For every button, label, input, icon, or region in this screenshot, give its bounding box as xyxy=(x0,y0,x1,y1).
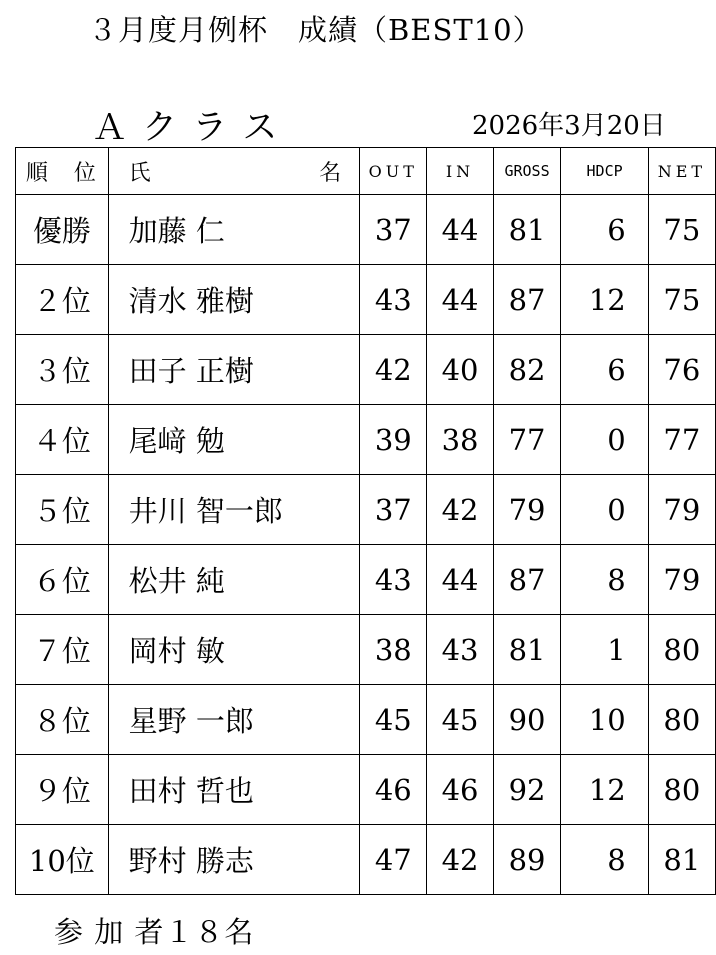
net-cell: 80 xyxy=(648,615,715,685)
hdcp-cell: 10 xyxy=(561,685,648,755)
in-cell: 46 xyxy=(427,755,493,825)
in-cell: 45 xyxy=(427,685,493,755)
header-out: OUT xyxy=(360,148,427,195)
header-net: NET xyxy=(648,148,715,195)
net-cell: 79 xyxy=(648,475,715,545)
class-label: Ａ ク ラ ス xyxy=(92,108,280,148)
net-cell: 76 xyxy=(648,335,715,405)
in-cell: 44 xyxy=(427,265,493,335)
table-row xyxy=(16,755,716,825)
rank-cell: ９位 xyxy=(16,755,109,825)
hdcp-cell: 8 xyxy=(561,825,648,895)
out-cell: 37 xyxy=(360,475,427,545)
out-cell: 38 xyxy=(360,615,427,685)
name-cell: 田子 正樹 xyxy=(108,335,359,405)
participant-count: 参 加 者１８名 xyxy=(54,915,255,949)
name-cell: 岡村 敏 xyxy=(108,615,359,685)
net-cell: 80 xyxy=(648,685,715,755)
out-cell: 43 xyxy=(360,545,427,615)
name-cell: 井川 智一郎 xyxy=(108,475,359,545)
table-row xyxy=(16,545,716,615)
header-rank: 順 位 xyxy=(16,148,109,195)
header-hdcp: HDCP xyxy=(561,148,648,195)
hdcp-cell: 0 xyxy=(561,475,648,545)
rank-cell: ７位 xyxy=(16,615,109,685)
hdcp-cell: 0 xyxy=(561,405,648,475)
table-row xyxy=(16,685,716,755)
gross-cell: 81 xyxy=(493,195,561,265)
in-cell: 42 xyxy=(427,825,493,895)
header-gross: GROSS xyxy=(493,148,561,195)
hdcp-cell: 12 xyxy=(561,755,648,825)
header-name xyxy=(108,148,359,195)
gross-cell: 77 xyxy=(493,405,561,475)
net-cell: 79 xyxy=(648,545,715,615)
table-row xyxy=(16,615,716,685)
name-cell: 野村 勝志 xyxy=(108,825,359,895)
out-cell: 42 xyxy=(360,335,427,405)
table-row xyxy=(16,475,716,545)
net-cell: 80 xyxy=(648,755,715,825)
net-cell: 77 xyxy=(648,405,715,475)
name-cell: 加藤 仁 xyxy=(108,195,359,265)
rank-cell: ４位 xyxy=(16,405,109,475)
name-cell: 尾﨑 勉 xyxy=(108,405,359,475)
header-name-second: 名 xyxy=(319,161,342,186)
event-date: 2026年3月20日 xyxy=(472,111,666,141)
rank-cell: ２位 xyxy=(16,265,109,335)
in-cell: 43 xyxy=(427,615,493,685)
in-cell: 44 xyxy=(427,195,493,265)
out-cell: 39 xyxy=(360,405,427,475)
net-cell: 75 xyxy=(648,265,715,335)
name-cell: 清水 雅樹 xyxy=(108,265,359,335)
table-row xyxy=(16,335,716,405)
hdcp-cell: 8 xyxy=(561,545,648,615)
gross-cell: 87 xyxy=(493,265,561,335)
net-cell: 75 xyxy=(648,195,715,265)
hdcp-cell: 6 xyxy=(561,335,648,405)
rank-cell: ３位 xyxy=(16,335,109,405)
gross-cell: 90 xyxy=(493,685,561,755)
name-cell: 星野 一郎 xyxy=(108,685,359,755)
page-title: ３月度月例杯 成績（BEST10） xyxy=(88,13,543,47)
gross-cell: 82 xyxy=(493,335,561,405)
table-row xyxy=(16,195,716,265)
header-name-first: 氏 xyxy=(128,160,151,186)
gross-cell: 81 xyxy=(493,615,561,685)
hdcp-cell: 12 xyxy=(561,265,648,335)
in-cell: 40 xyxy=(427,335,493,405)
table-row xyxy=(16,265,716,335)
header-row xyxy=(16,148,716,195)
rank-cell: 10位 xyxy=(16,825,109,895)
gross-cell: 87 xyxy=(493,545,561,615)
table-row xyxy=(16,405,716,475)
rank-cell: ８位 xyxy=(16,685,109,755)
gross-cell: 79 xyxy=(493,475,561,545)
gross-cell: 92 xyxy=(493,755,561,825)
rank-cell: ５位 xyxy=(16,475,109,545)
out-cell: 46 xyxy=(360,755,427,825)
name-cell: 田村 哲也 xyxy=(108,755,359,825)
out-cell: 45 xyxy=(360,685,427,755)
header-in: IN xyxy=(427,148,493,195)
in-cell: 44 xyxy=(427,545,493,615)
name-cell: 松井 純 xyxy=(108,545,359,615)
out-cell: 37 xyxy=(360,195,427,265)
in-cell: 42 xyxy=(427,475,493,545)
gross-cell: 89 xyxy=(493,825,561,895)
hdcp-cell: 1 xyxy=(561,615,648,685)
hdcp-cell: 6 xyxy=(561,195,648,265)
rank-cell: 優勝 xyxy=(16,195,109,265)
out-cell: 43 xyxy=(360,265,427,335)
out-cell: 47 xyxy=(360,825,427,895)
rank-cell: ６位 xyxy=(16,545,109,615)
net-cell: 81 xyxy=(648,825,715,895)
in-cell: 38 xyxy=(427,405,493,475)
table-row xyxy=(16,825,716,895)
results-table xyxy=(15,147,716,895)
